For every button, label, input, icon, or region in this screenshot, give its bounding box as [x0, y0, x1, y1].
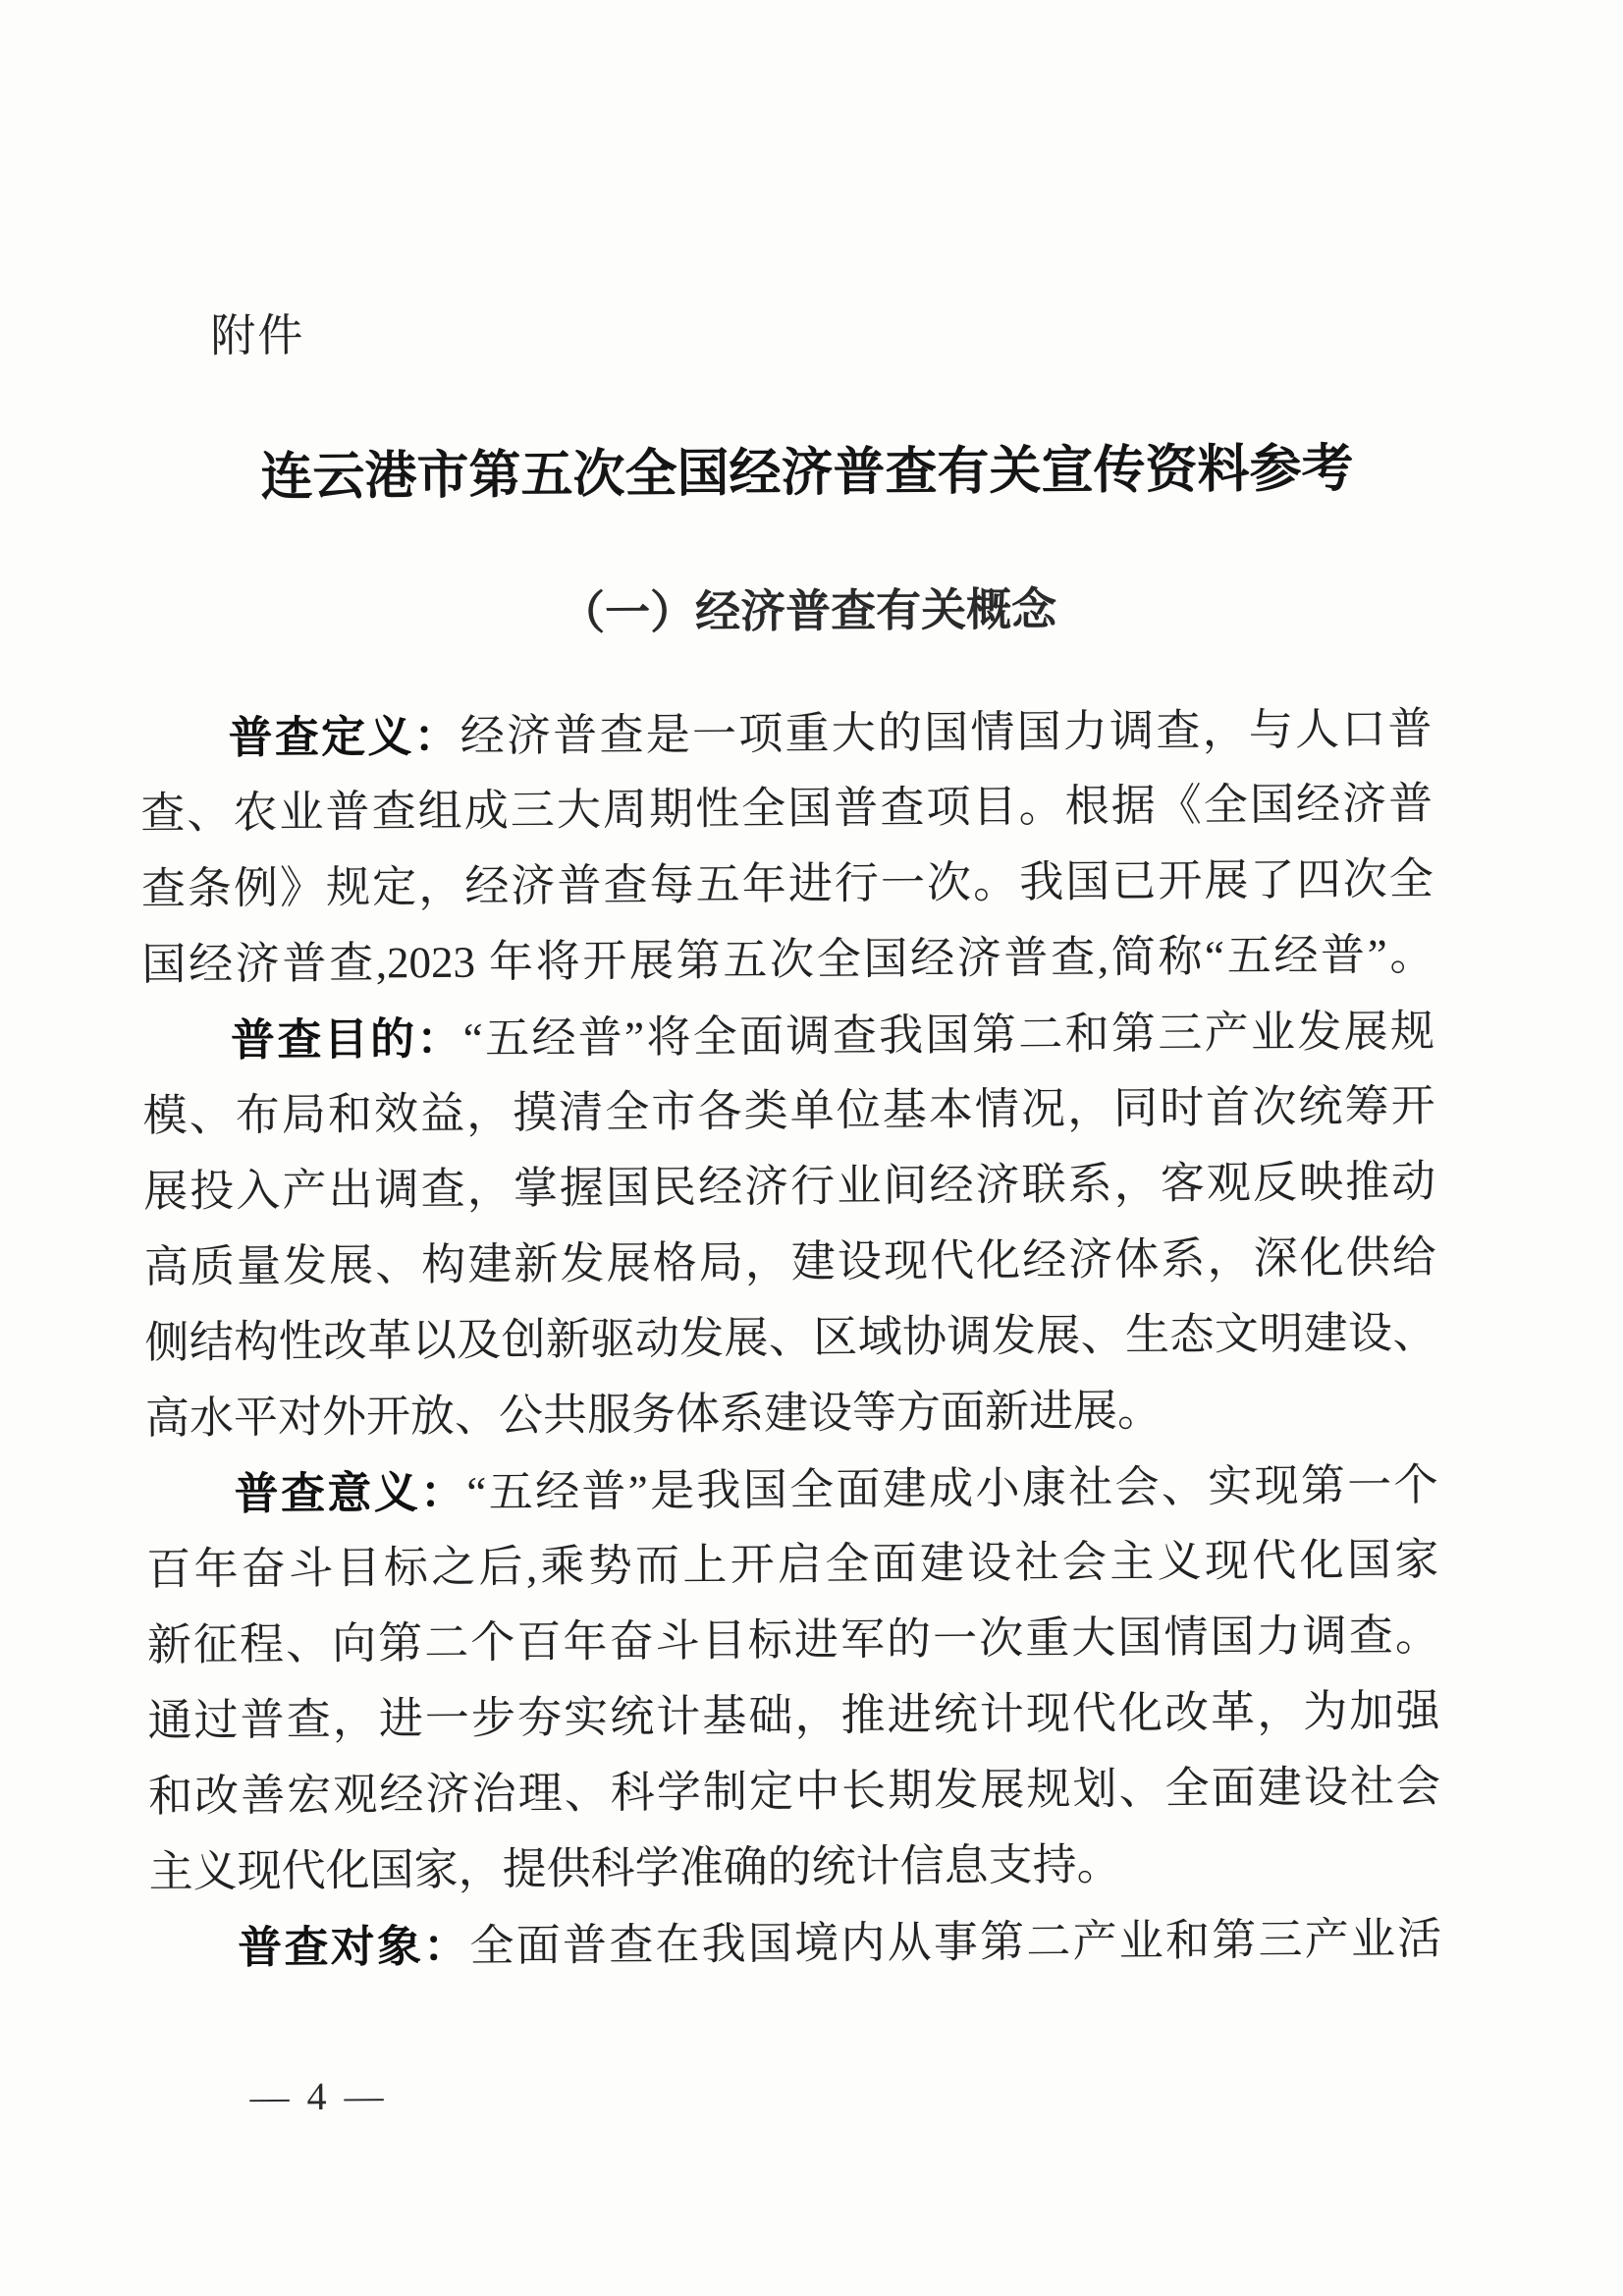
- body-line: 展投入产出调查，掌握国民经济行业间经济联系，客观反映推动: [143, 1157, 1436, 1217]
- paragraph-lead: 普查对象：: [238, 1920, 470, 1973]
- document-title: 连云港市第五次全国经济普查有关宣传资料参考: [260, 440, 1354, 507]
- document-body: [139, 690, 1441, 1986]
- attachment-label: 附件: [210, 310, 305, 361]
- paragraph-lead: 普查意义：: [234, 1466, 467, 1519]
- body-line: 普查对象：全面普查在我国境内从事第二产业和第三产业活: [238, 1913, 1442, 1973]
- body-line: 查、农业普查组成三大周期性全国普查项目。根据《全国经济普: [140, 779, 1434, 839]
- body-line: 普查定义：经济普查是一项重大的国情国力调查，与人口普: [228, 704, 1433, 763]
- body-line: 高水平对外开放、公共服务体系建设等方面新进展。: [144, 1386, 1163, 1444]
- body-line: 百年奋斗目标之后,乘势而上开启全面建设社会主义现代化国家: [146, 1535, 1439, 1595]
- section-heading: （一）经济普查有关概念: [559, 583, 1057, 638]
- body-line: 主义现代化国家，提供科学准确的统计信息支持。: [148, 1839, 1121, 1897]
- body-line: 模、布局和效益，摸清全市各类单位基本情况，同时首次统筹开: [142, 1081, 1435, 1141]
- paragraph-lead: 普查目的：: [230, 1012, 463, 1066]
- page-number: — 4 —: [249, 2073, 388, 2119]
- body-line: 通过普查，进一步夯实统计基础，推进统计现代化改革，为加强: [147, 1685, 1440, 1746]
- body-line: 新征程、向第二个百年奋斗目标进军的一次重大国情国力调查。: [146, 1610, 1440, 1670]
- body-line: 普查意义：“五经普”是我国全面建成小康社会、实现第一个: [234, 1460, 1438, 1519]
- body-line: 高质量发展、构建新发展格局，建设现代化经济体系，深化供给: [143, 1232, 1437, 1292]
- body-line: 查条例》规定，经济普查每五年进行一次。我国已开展了四次全: [140, 854, 1434, 914]
- body-line: 和改善宏观经济治理、科学制定中长期发展规划、全面建设社会: [147, 1761, 1441, 1822]
- paragraph-lead: 普查定义：: [228, 710, 461, 763]
- body-line: 普查目的：“五经普”将全面调查我国第二和第三产业发展规: [230, 1007, 1435, 1066]
- body-line: 侧结构性改革以及创新驱动发展、区域协调发展、生态文明建设、: [144, 1308, 1437, 1368]
- body-line: 国经济普查,2023 年将开展第五次全国经济普查,简称“五经普”。: [141, 930, 1434, 990]
